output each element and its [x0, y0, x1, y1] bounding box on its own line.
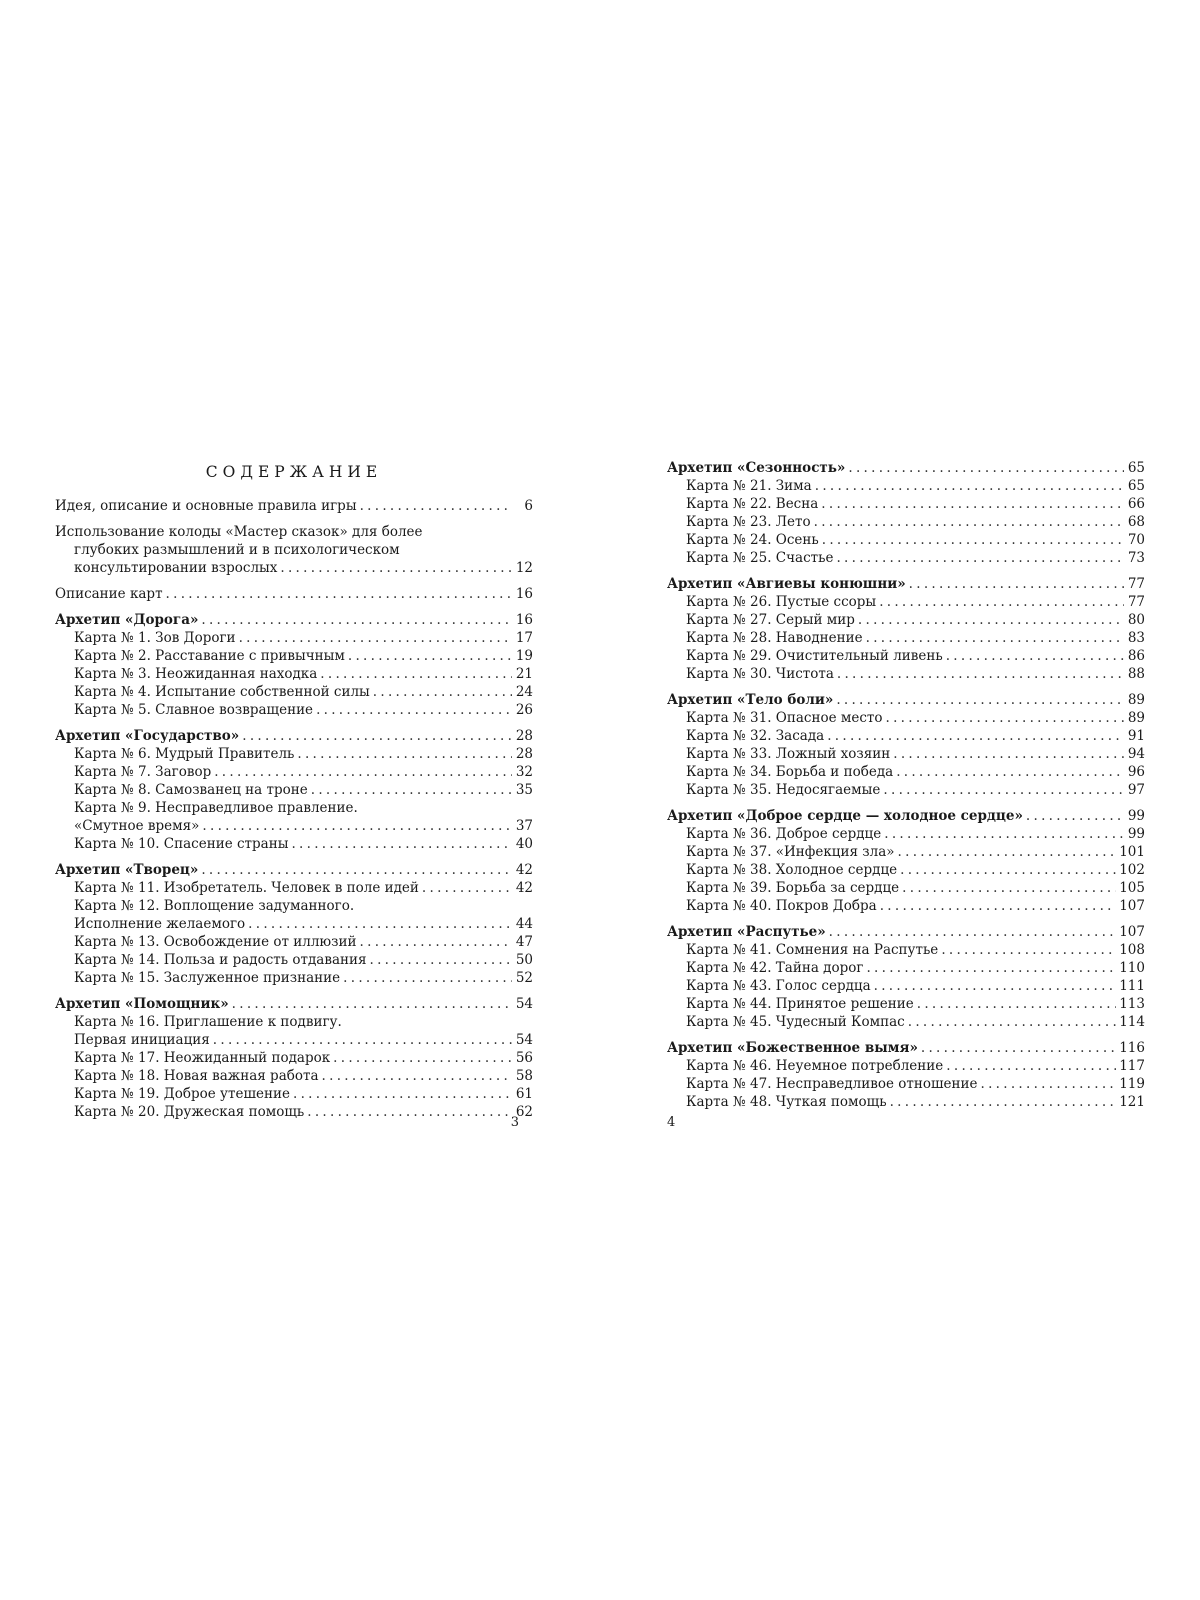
toc-entry-page: 89: [1127, 692, 1145, 708]
toc-leader-dots: [946, 647, 1124, 665]
toc-entry-title: Карта № 2. Расставание с привычным: [74, 648, 345, 664]
toc-entry: [55, 1013, 533, 1031]
toc-entry: [667, 1057, 1145, 1075]
toc-entry-title: Описание карт: [55, 586, 163, 602]
toc-entry-title: Карта № 26. Пустые ссоры: [686, 594, 877, 610]
toc-entry-title: Карта № 46. Неуемное потребление: [686, 1058, 944, 1074]
toc-entry-title: Карта № 12. Воплощение задуманного.: [74, 898, 355, 914]
toc-entry-title: Карта № 43. Голос сердца: [686, 978, 871, 994]
toc-entry: [667, 861, 1145, 879]
toc-entry-title: Карта № 30. Чистота: [686, 666, 834, 682]
toc-section-entry: [55, 611, 533, 629]
toc-entry-title: Карта № 47. Несправедливое отношение: [686, 1076, 978, 1092]
toc-entry-title: Карта № 11. Изобретатель. Человек в поле идей: [74, 880, 419, 896]
toc-entry-title: Архетип «Государство»: [55, 728, 240, 744]
toc-entry: [667, 959, 1145, 977]
toc-entry: [55, 1049, 533, 1067]
toc-leader-dots: [343, 969, 512, 987]
toc-entry: [55, 523, 533, 541]
toc-list-right: [667, 459, 1145, 1111]
toc-list-left: [55, 497, 533, 1121]
toc-entry-page: 110: [1119, 960, 1145, 976]
toc-entry-page: 107: [1119, 898, 1145, 914]
toc-leader-dots: [909, 575, 1124, 593]
toc-entry-title: Карта № 36. Доброе сердце: [686, 826, 882, 842]
toc-entry-title: Архетип «Сезонность»: [667, 460, 846, 476]
toc-entry-page: 37: [515, 818, 533, 834]
toc-leader-dots: [946, 1057, 1116, 1075]
toc-entry-title: Карта № 44. Принятое решение: [686, 996, 914, 1012]
toc-leader-dots: [874, 977, 1117, 995]
toc-entry-title: Карта № 16. Приглашение к подвигу.: [74, 1014, 342, 1030]
toc-entry-title: Карта № 9. Несправедливое правление.: [74, 800, 358, 816]
page-number-left: 3: [510, 1115, 519, 1130]
toc-entry: [55, 665, 533, 683]
toc-section-entry: [667, 691, 1145, 709]
toc-entry-page: 28: [515, 746, 533, 762]
toc-entry-page: 99: [1127, 826, 1145, 842]
toc-entry-page: 89: [1127, 710, 1145, 726]
toc-leader-dots: [848, 459, 1124, 477]
toc-entry: [667, 477, 1145, 495]
toc-entry-page: 35: [515, 782, 533, 798]
toc-entry-title: Карта № 31. Опасное место: [686, 710, 883, 726]
toc-leader-dots: [248, 915, 512, 933]
toc-leader-dots: [866, 959, 1116, 977]
toc-entry-page: 21: [515, 666, 533, 682]
toc-leader-dots: [214, 763, 512, 781]
toc-entry-page: 26: [515, 702, 533, 718]
toc-entry: [667, 1093, 1145, 1111]
toc-entry-title: Карта № 13. Освобождение от иллюзий: [74, 934, 357, 950]
toc-entry-page: 121: [1119, 1094, 1145, 1110]
toc-entry-title: Карта № 45. Чудесный Компас: [686, 1014, 905, 1030]
toc-leader-dots: [902, 879, 1116, 897]
toc-entry: [55, 781, 533, 799]
toc-entry-title: Карта № 18. Новая важная работа: [74, 1068, 319, 1084]
toc-entry: [667, 897, 1145, 915]
toc-entry-page: 86: [1127, 648, 1145, 664]
toc-section-entry: [55, 995, 533, 1013]
toc-entry-title: Карта № 27. Серый мир: [686, 612, 855, 628]
toc-entry-title: Использование колоды «Мастер сказок» для более: [55, 524, 423, 540]
toc-entry: [667, 825, 1145, 843]
toc-entry-page: 54: [515, 996, 533, 1012]
toc-entry-page: 68: [1127, 514, 1145, 530]
toc-entry-page: 62: [515, 1104, 533, 1120]
toc-entry-page: 88: [1127, 666, 1145, 682]
toc-entry: [55, 897, 533, 915]
toc-entry: [55, 683, 533, 701]
toc-entry-page: 54: [515, 1032, 533, 1048]
toc-entry-page: 111: [1119, 978, 1145, 994]
toc-entry-title: Карта № 6. Мудрый Правитель: [74, 746, 295, 762]
toc-leader-dots: [890, 1093, 1117, 1111]
toc-entry-page: 42: [515, 880, 533, 896]
toc-entry-page: 42: [515, 862, 533, 878]
toc-leader-dots: [898, 843, 1117, 861]
toc-entry: [667, 781, 1145, 799]
toc-leader-dots: [837, 665, 1124, 683]
toc-entry: [667, 593, 1145, 611]
toc-entry-title: Карта № 1. Зов Дороги: [74, 630, 236, 646]
toc-leader-dots: [836, 549, 1124, 567]
toc-leader-dots: [293, 1085, 512, 1103]
toc-entry-title: Карта № 19. Доброе утешение: [74, 1086, 290, 1102]
toc-leader-dots: [166, 585, 512, 603]
toc-entry: [55, 1103, 533, 1121]
toc-entry-title: Архетип «Распутье»: [667, 924, 826, 940]
toc-entry-page: 16: [515, 586, 533, 602]
toc-entry-title: Карта № 35. Недосягаемые: [686, 782, 881, 798]
toc-entry: [55, 541, 533, 559]
toc-entry-page: 65: [1127, 460, 1145, 476]
toc-leader-dots: [1026, 807, 1124, 825]
toc-leader-dots: [291, 835, 512, 853]
toc-leader-dots: [202, 817, 512, 835]
toc-entry-page: 77: [1127, 594, 1145, 610]
toc-leader-dots: [333, 1049, 512, 1067]
toc-entry-title: Архетип «Творец»: [55, 862, 199, 878]
toc-section-entry: [667, 807, 1145, 825]
toc-entry-page: 99: [1127, 808, 1145, 824]
toc-entry-page: 65: [1127, 478, 1145, 494]
toc-entry-title: Карта № 21. Зима: [686, 478, 812, 494]
toc-entry: [55, 745, 533, 763]
toc-entry-page: 73: [1127, 550, 1145, 566]
toc-leader-dots: [893, 745, 1124, 763]
toc-entry: [55, 817, 533, 835]
toc-leader-dots: [360, 933, 512, 951]
toc-entry: [667, 531, 1145, 549]
toc-entry: [667, 745, 1145, 763]
toc-entry: [55, 951, 533, 969]
toc-entry: [667, 513, 1145, 531]
toc-section-entry: [667, 923, 1145, 941]
toc-entry: [667, 1075, 1145, 1093]
toc-entry-title: Карта № 14. Польза и радость отдавания: [74, 952, 367, 968]
toc-entry: [55, 1031, 533, 1049]
toc-section-entry: [55, 861, 533, 879]
toc-entry-title: консультировании взрослых: [74, 560, 278, 576]
toc-entry-page: 102: [1119, 862, 1145, 878]
toc-entry-page: 114: [1119, 1014, 1145, 1030]
toc-entry: [55, 647, 533, 665]
toc-entry: [667, 879, 1145, 897]
toc-entry-page: 56: [515, 1050, 533, 1066]
toc-entry-page: 70: [1127, 532, 1145, 548]
toc-entry-page: 52: [515, 970, 533, 986]
toc-entry-page: 61: [515, 1086, 533, 1102]
toc-entry-page: 6: [524, 498, 533, 514]
toc-entry-page: 97: [1127, 782, 1145, 798]
toc-entry: [667, 629, 1145, 647]
toc-entry: [667, 1013, 1145, 1031]
toc-entry-title: Архетип «Дорога»: [55, 612, 199, 628]
toc-leader-dots: [201, 611, 512, 629]
toc-entry-page: 58: [515, 1068, 533, 1084]
toc-entry: [55, 1085, 533, 1103]
toc-entry-title: Карта № 3. Неожиданная находка: [74, 666, 318, 682]
toc-entry: [667, 495, 1145, 513]
toc-section-entry: [55, 727, 533, 745]
toc-entry-page: 16: [515, 612, 533, 628]
toc-entry-page: 94: [1127, 746, 1145, 762]
toc-entry-page: 105: [1119, 880, 1145, 896]
toc-entry: [55, 915, 533, 933]
toc-entry-page: 91: [1127, 728, 1145, 744]
toc-entry-page: 77: [1127, 576, 1145, 592]
toc-entry: [667, 763, 1145, 781]
toc-entry: [667, 941, 1145, 959]
toc-leader-dots: [941, 941, 1116, 959]
toc-leader-dots: [821, 495, 1124, 513]
toc-leader-dots: [232, 995, 512, 1013]
toc-entry-title: Карта № 38. Холодное сердце: [686, 862, 898, 878]
toc-entry-title: Карта № 20. Дружеская помощь: [74, 1104, 305, 1120]
toc-leader-dots: [921, 1039, 1116, 1057]
toc-leader-dots: [827, 727, 1124, 745]
toc-entry-page: 107: [1119, 924, 1145, 940]
toc-entry-title: «Смутное время»: [74, 818, 200, 834]
toc-entry-page: 117: [1119, 1058, 1145, 1074]
toc-entry-title: Карта № 17. Неожиданный подарок: [74, 1050, 331, 1066]
toc-entry: [667, 977, 1145, 995]
toc-entry-title: Идея, описание и основные правила игры: [55, 498, 357, 514]
toc-entry-title: Карта № 39. Борьба за сердце: [686, 880, 900, 896]
toc-entry-title: Карта № 22. Весна: [686, 496, 819, 512]
toc-entry: [667, 995, 1145, 1013]
toc-leader-dots: [886, 709, 1124, 727]
toc-leader-dots: [814, 513, 1124, 531]
toc-entry: [55, 629, 533, 647]
toc-entry-title: Карта № 42. Тайна дорог: [686, 960, 864, 976]
toc-entry: [55, 835, 533, 853]
toc-entry-page: 113: [1119, 996, 1145, 1012]
toc-entry-title: Карта № 29. Очистительный ливень: [686, 648, 943, 664]
toc-entry-page: 108: [1119, 942, 1145, 958]
toc-entry-title: Карта № 41. Сомнения на Распутье: [686, 942, 939, 958]
toc-leader-dots: [348, 647, 512, 665]
toc-entry: [667, 843, 1145, 861]
toc-leader-dots: [880, 897, 1117, 915]
toc-leader-dots: [836, 691, 1124, 709]
toc-leader-dots: [900, 861, 1116, 879]
toc-entry: [55, 585, 533, 603]
toc-leader-dots: [307, 1103, 512, 1121]
toc-entry-title: Исполнение желаемого: [74, 916, 246, 932]
toc-entry-title: Карта № 48. Чуткая помощь: [686, 1094, 887, 1110]
toc-entry-page: 47: [515, 934, 533, 950]
toc-entry-title: Карта № 28. Наводнение: [686, 630, 863, 646]
toc-leader-dots: [883, 781, 1124, 799]
toc-leader-dots: [981, 1075, 1117, 1093]
toc-leader-dots: [858, 611, 1124, 629]
toc-entry-page: 40: [515, 836, 533, 852]
toc-section-entry: [667, 575, 1145, 593]
toc-entry: [667, 611, 1145, 629]
toc-entry: [55, 559, 533, 577]
toc-entry-page: 28: [515, 728, 533, 744]
toc-leader-dots: [242, 727, 512, 745]
toc-entry-title: Архетип «Божественное вымя»: [667, 1040, 918, 1056]
toc-entry-page: 19: [515, 648, 533, 664]
toc-leader-dots: [316, 701, 512, 719]
toc-entry-title: Карта № 8. Самозванец на троне: [74, 782, 308, 798]
toc-entry-page: 32: [515, 764, 533, 780]
toc-leader-dots: [370, 951, 512, 969]
toc-entry-title: Карта № 15. Заслуженное признание: [74, 970, 341, 986]
toc-entry-title: Карта № 5. Славное возвращение: [74, 702, 314, 718]
toc-entry: [55, 969, 533, 987]
toc-entry: [55, 799, 533, 817]
toc-entry-title: Карта № 32. Засада: [686, 728, 825, 744]
toc-entry-title: Карта № 4. Испытание собственной силы: [74, 684, 370, 700]
toc-entry: [667, 647, 1145, 665]
toc-entry-page: 119: [1119, 1076, 1145, 1092]
toc-entry-title: Первая инициация: [74, 1032, 210, 1048]
toc-entry: [667, 727, 1145, 745]
toc-entry-title: Карта № 7. Заговор: [74, 764, 212, 780]
toc-entry-title: Карта № 33. Ложный хозяин: [686, 746, 891, 762]
toc-entry-page: 17: [515, 630, 533, 646]
toc-leader-dots: [280, 559, 512, 577]
page-number-right: 4: [667, 1115, 676, 1130]
toc-leader-dots: [866, 629, 1124, 647]
toc-leader-dots: [311, 781, 512, 799]
toc-entry: [55, 1067, 533, 1085]
toc-entry: [667, 549, 1145, 567]
toc-entry: [55, 701, 533, 719]
toc-leader-dots: [884, 825, 1124, 843]
toc-entry-title: Архетип «Помощник»: [55, 996, 229, 1012]
toc-leader-dots: [239, 629, 512, 647]
toc-leader-dots: [373, 683, 512, 701]
toc-entry: [55, 763, 533, 781]
page-title: СОДЕРЖАНИЕ: [205, 463, 383, 481]
toc-entry-page: 96: [1127, 764, 1145, 780]
toc-entry-page: 44: [515, 916, 533, 932]
toc-entry-page: 12: [515, 560, 533, 576]
toc-entry-page: 50: [515, 952, 533, 968]
toc-entry: [667, 665, 1145, 683]
toc-entry-page: 101: [1119, 844, 1145, 860]
toc-leader-dots: [360, 497, 512, 515]
toc-leader-dots: [879, 593, 1124, 611]
toc-entry-page: 83: [1127, 630, 1145, 646]
toc-entry-page: 116: [1119, 1040, 1145, 1056]
toc-entry-page: 80: [1127, 612, 1145, 628]
toc-entry-title: Карта № 24. Осень: [686, 532, 819, 548]
toc-entry-page: 24: [515, 684, 533, 700]
toc-leader-dots: [815, 477, 1124, 495]
toc-entry-page: 66: [1127, 496, 1145, 512]
toc-leader-dots: [829, 923, 1117, 941]
toc-entry: [667, 709, 1145, 727]
toc-section-entry: [667, 459, 1145, 477]
toc-leader-dots: [322, 1067, 512, 1085]
toc-entry-title: Карта № 34. Борьба и победа: [686, 764, 894, 780]
toc-entry-title: Карта № 10. Спасение страны: [74, 836, 289, 852]
toc-leader-dots: [320, 665, 512, 683]
toc-entry-title: Карта № 37. «Инфекция зла»: [686, 844, 895, 860]
toc-leader-dots: [297, 745, 512, 763]
toc-entry: [55, 879, 533, 897]
toc-leader-dots: [213, 1031, 512, 1049]
toc-entry-title: Карта № 25. Счастье: [686, 550, 834, 566]
toc-entry-title: Архетип «Тело боли»: [667, 692, 834, 708]
toc-leader-dots: [822, 531, 1124, 549]
toc-entry: [55, 497, 533, 515]
toc-entry-title: Карта № 40. Покров Добра: [686, 898, 877, 914]
toc-leader-dots: [422, 879, 512, 897]
toc-leader-dots: [917, 995, 1116, 1013]
toc-leader-dots: [896, 763, 1124, 781]
toc-entry-title: Карта № 23. Лето: [686, 514, 811, 530]
toc-leader-dots: [201, 861, 512, 879]
toc-section-entry: [667, 1039, 1145, 1057]
toc-entry-title: глубоких размышлений и в психологическом: [74, 542, 400, 558]
toc-entry-title: Архетип «Доброе сердце — холодное сердце»: [667, 808, 1023, 824]
toc-entry-title: Архетип «Авгиевы конюшни»: [667, 576, 906, 592]
toc-leader-dots: [908, 1013, 1116, 1031]
toc-entry: [55, 933, 533, 951]
